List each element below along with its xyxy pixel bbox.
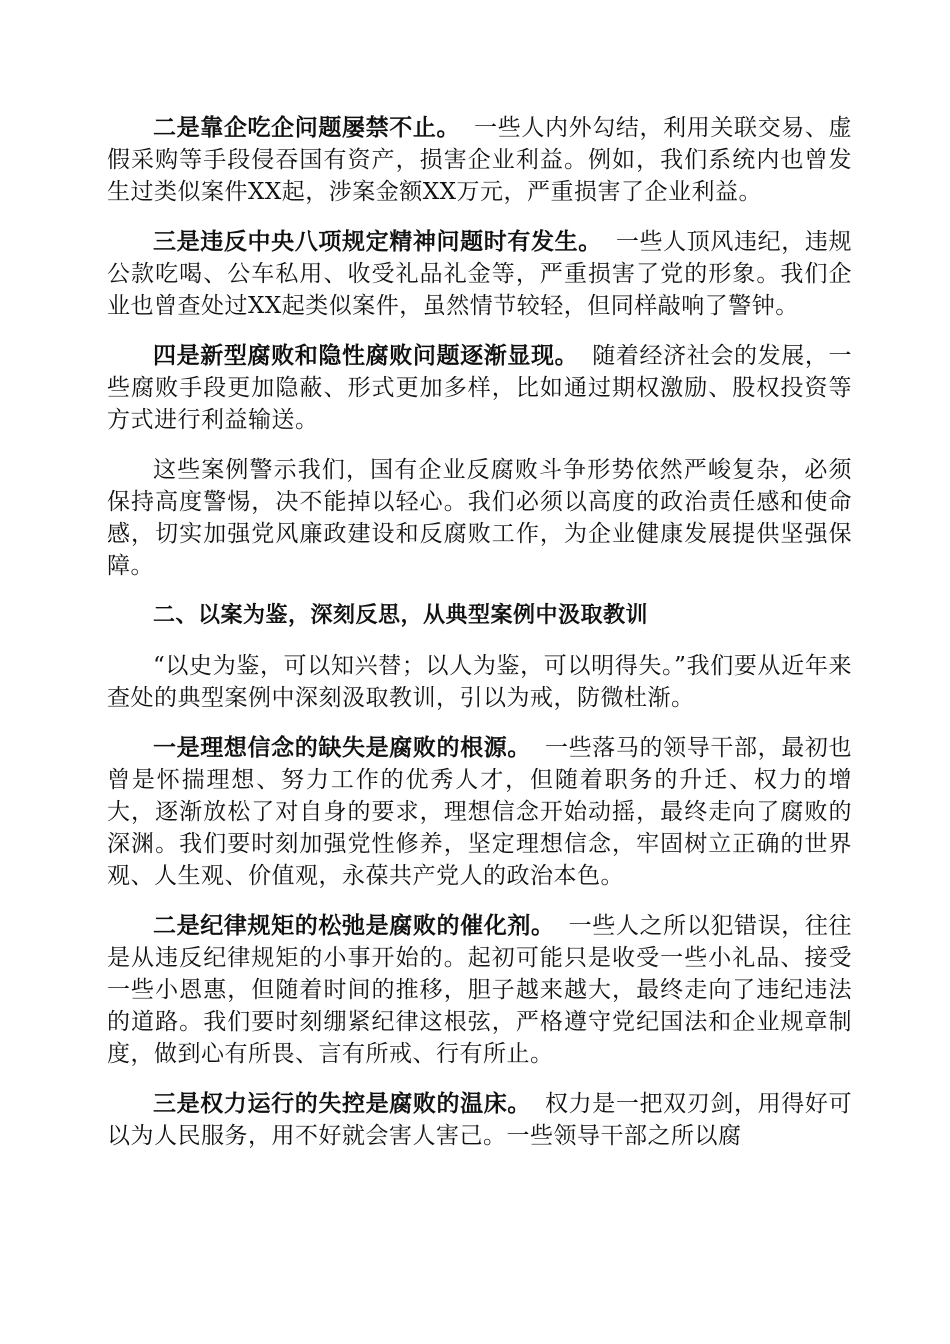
paragraph-1-lead: 二是靠企吃企问题屡禁不止。	[153, 115, 461, 141]
paragraph-6	[107, 650, 852, 714]
paragraph-7-text: 一些落马的领导干部，最初也曾是怀揣理想、努力工作的优秀人才，但随着职务的升迁、权力的增大，逐渐放松了对自身的要求，理想信念开始动摇，最终走向了腐败的深渊。我们要时刻加强党性修养，坚定理想信念，牢固树立正确的世界观、人生观、价值观，永葆共产党人的政治本色。	[107, 735, 852, 889]
paragraph-8-lead: 二是纪律规矩的松弛是腐败的催化剂。	[153, 913, 555, 939]
paragraph-3-text: 随着经济社会的发展，一些腐败手段更加隐蔽、形式更加多样，比如通过期权激励、股权投资等方式进行利益输送。	[107, 343, 852, 433]
section-heading: 二、以案为鉴，深刻反思，从典型案例中汲取教训	[153, 603, 649, 628]
paragraph-9-lead: 三是权力运行的失控是腐败的温床。	[153, 1091, 531, 1117]
paragraph-1-text: 一些人内外勾结，利用关联交易、虚假采购等手段侵吞国有资产，损害企业利益。例如，我们系统内也曾发生过类似案件XX起，涉案金额XX万元，严重损害了企业利益。	[107, 115, 852, 205]
paragraph-9-text: 权力是一把双刃剑，用得好可以为人民服务，用不好就会害人害己。一些领导干部之所以腐	[107, 1091, 852, 1149]
paragraph-3-lead: 四是新型腐败和隐性腐败问题逐渐显现。	[153, 343, 579, 369]
paragraph-3	[107, 340, 852, 436]
paragraph-7	[107, 732, 852, 892]
paragraph-2	[107, 226, 852, 322]
paragraph-4	[107, 454, 852, 582]
paragraph-7-lead: 一是理想信念的缺失是腐败的根源。	[153, 735, 531, 761]
paragraph-4-text: 这些案例警示我们，国有企业反腐败斗争形势依然严峻复杂，必须保持高度警惕，决不能掉以轻心。我们必须以高度的政治责任感和使命感，切实加强党风廉政建设和反腐败工作，为企业健康发展提供坚强保障。	[107, 457, 852, 579]
paragraph-8-text: 一些人之所以犯错误，往往是从违反纪律规矩的小事开始的。起初可能只是收受一些小礼品、接受一些小恩惠，但随着时间的推移，胆子越来越大，最终走向了违纪违法的道路。我们要时刻绷紧纪律这根弦，严格遵守党纪国法和企业规章制度，做到心有所畏、言有所戒、行有所止。	[107, 913, 852, 1067]
document-page	[107, 112, 852, 1170]
paragraph-2-lead: 三是违反中央八项规定精神问题时有发生。	[153, 229, 602, 255]
paragraph-8	[107, 910, 852, 1070]
paragraph-6-text: “以史为鉴，可以知兴替；以人为鉴，可以明得失。”我们要从近年来查处的典型案例中深刻汲取教训，引以为戒，防微杜渐。	[107, 653, 852, 711]
paragraph-1	[107, 112, 852, 208]
paragraph-2-text: 一些人顶风违纪，违规公款吃喝、公车私用、收受礼品礼金等，严重损害了党的形象。我们企业也曾查处过XX起类似案件，虽然情节较轻，但同样敲响了警钟。	[107, 229, 852, 319]
paragraph-9	[107, 1088, 852, 1152]
